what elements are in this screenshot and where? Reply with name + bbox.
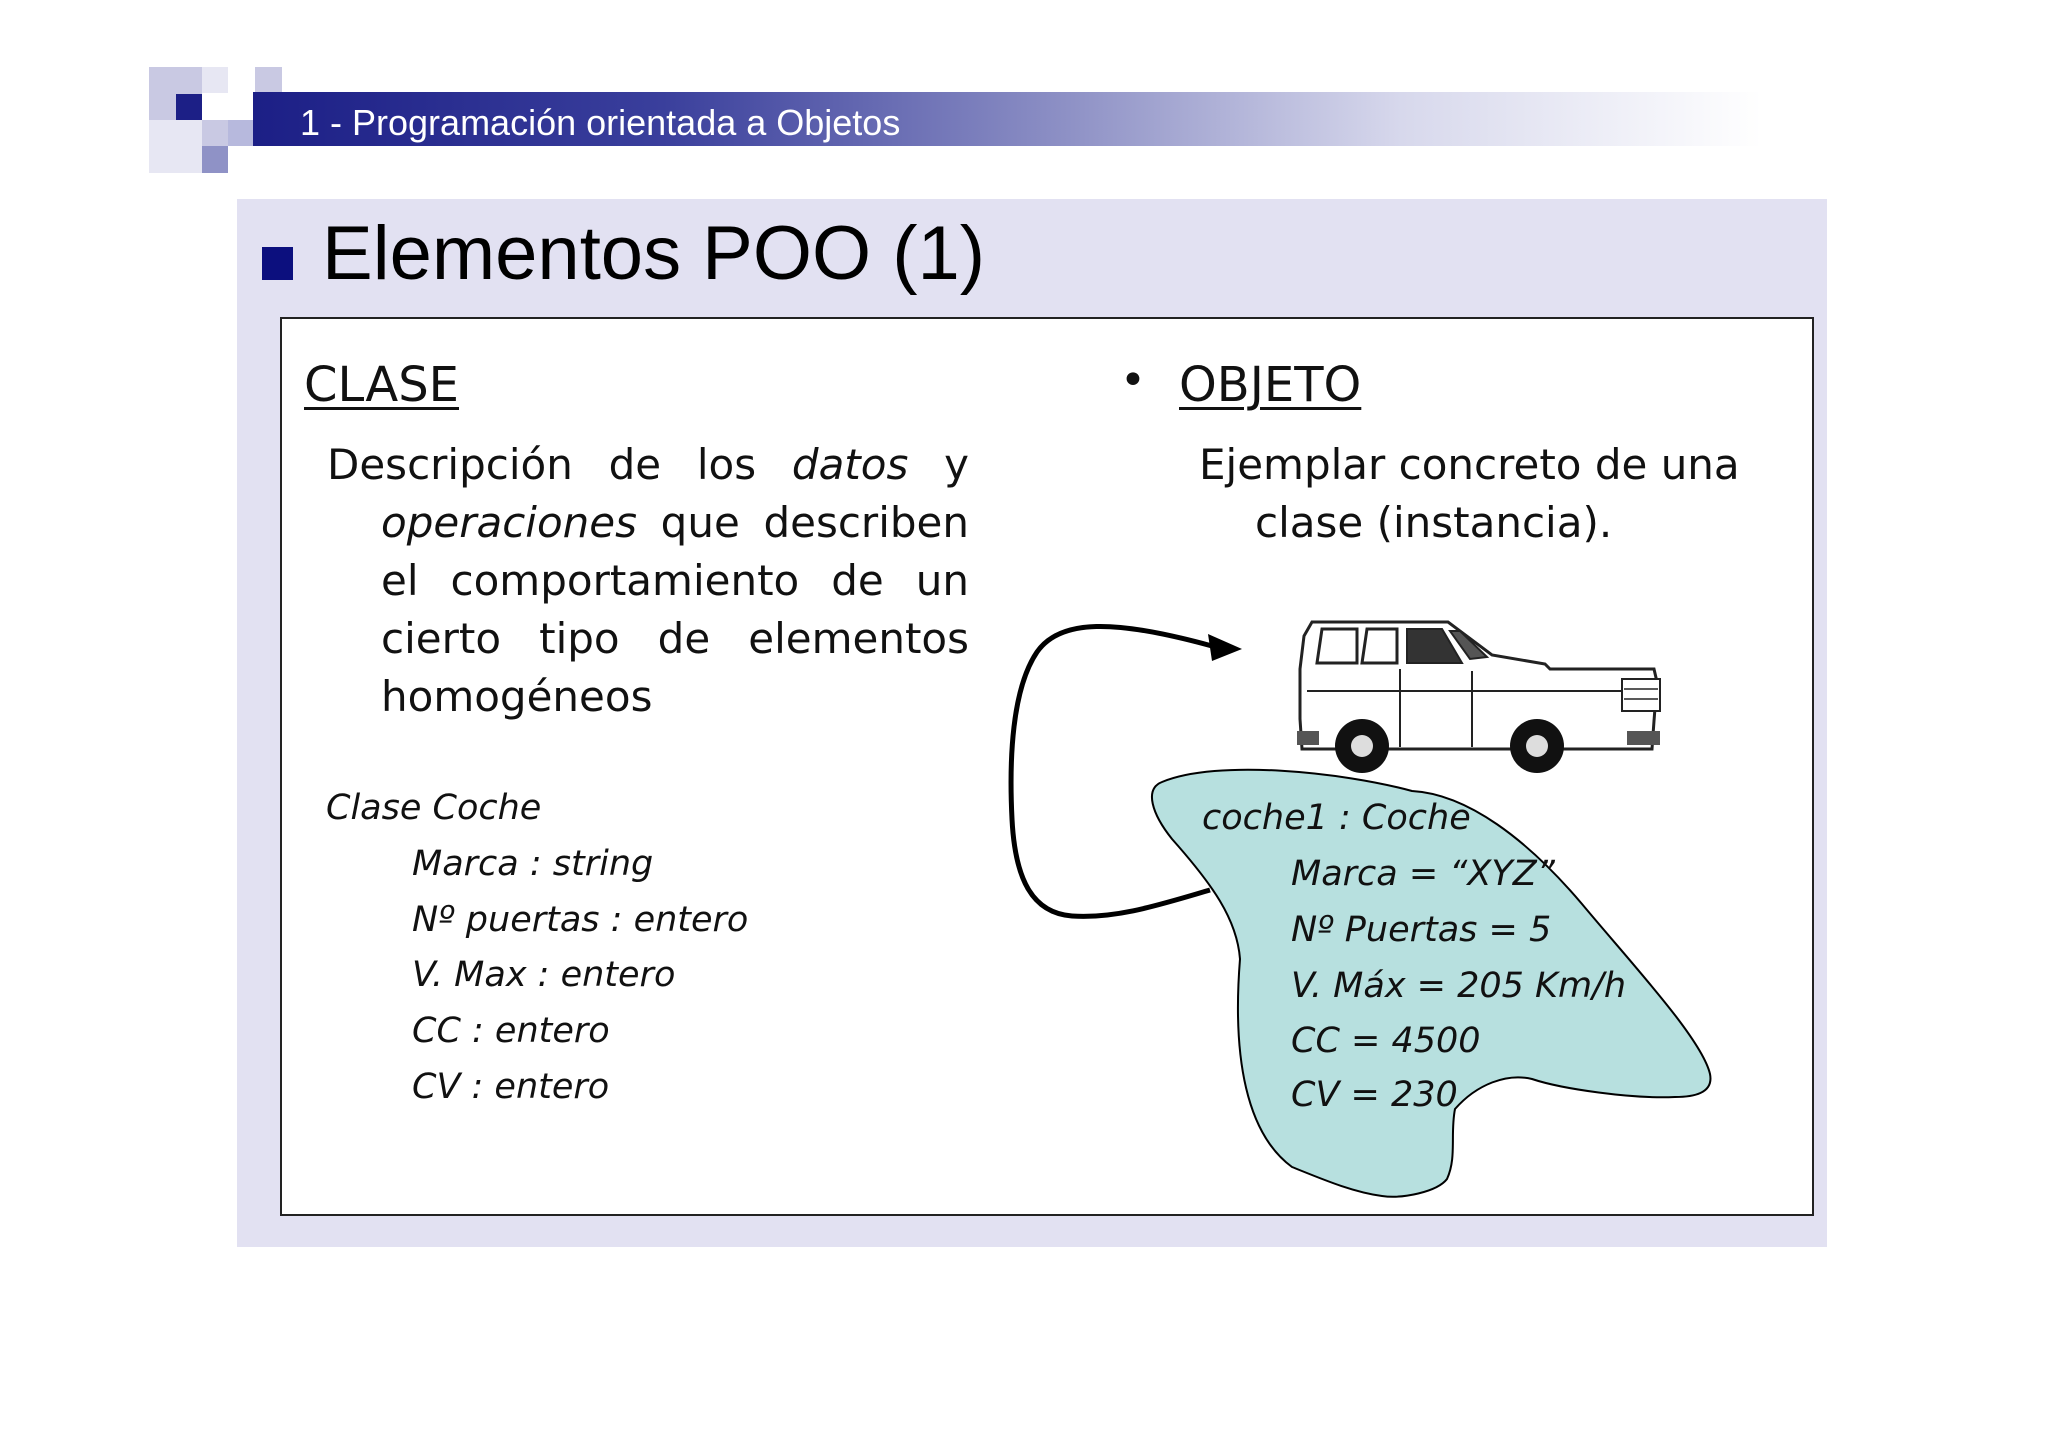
clase-desc-text: y	[908, 440, 969, 489]
clase-attribute: CV : entero	[412, 1067, 610, 1107]
decor-square	[202, 120, 228, 146]
decor-square	[149, 120, 202, 173]
objeto-attribute: Nº Puertas = 5	[1291, 910, 1552, 950]
clase-desc-em: operaciones	[381, 498, 637, 547]
content-box	[280, 317, 1814, 1216]
objeto-heading: OBJETO	[1179, 357, 1362, 413]
clase-desc-text: Descripción de los	[327, 440, 792, 489]
car-illustration-icon	[1297, 622, 1660, 773]
clase-attribute: CC : entero	[412, 1011, 610, 1051]
decor-square	[176, 94, 202, 120]
clase-desc-text: que describen el comportamiento de un cierto tipo de elementos homogéneos	[381, 498, 969, 721]
decor-square	[255, 67, 282, 94]
clase-code-title: Clase Coche	[326, 788, 542, 828]
slide-title: Elementos POO (1)	[322, 211, 986, 296]
objeto-bullet: •	[1120, 355, 1146, 406]
decor-square	[202, 146, 228, 173]
objeto-attribute: V. Máx = 205 Km/h	[1291, 966, 1627, 1006]
clase-heading: CLASE	[304, 357, 459, 413]
objeto-attribute: CV = 230	[1291, 1075, 1458, 1115]
objeto-attribute: Marca = “XYZ”	[1291, 854, 1555, 894]
clase-attribute: Nº puertas : entero	[412, 900, 749, 940]
clase-attribute: V. Max : entero	[412, 955, 676, 995]
objeto-description: Ejemplar concreto de una clase (instancia).	[1199, 440, 1740, 547]
clase-attribute: Marca : string	[412, 844, 654, 884]
slide-title-bullet	[262, 247, 293, 280]
objeto-attribute: CC = 4500	[1291, 1021, 1481, 1061]
decor-square	[202, 67, 228, 93]
header-title: 1 - Programación orientada a Objetos	[300, 102, 901, 143]
objeto-code-title: coche1 : Coche	[1202, 798, 1471, 838]
clase-desc-em: datos	[791, 440, 909, 489]
decor-square	[228, 120, 254, 146]
